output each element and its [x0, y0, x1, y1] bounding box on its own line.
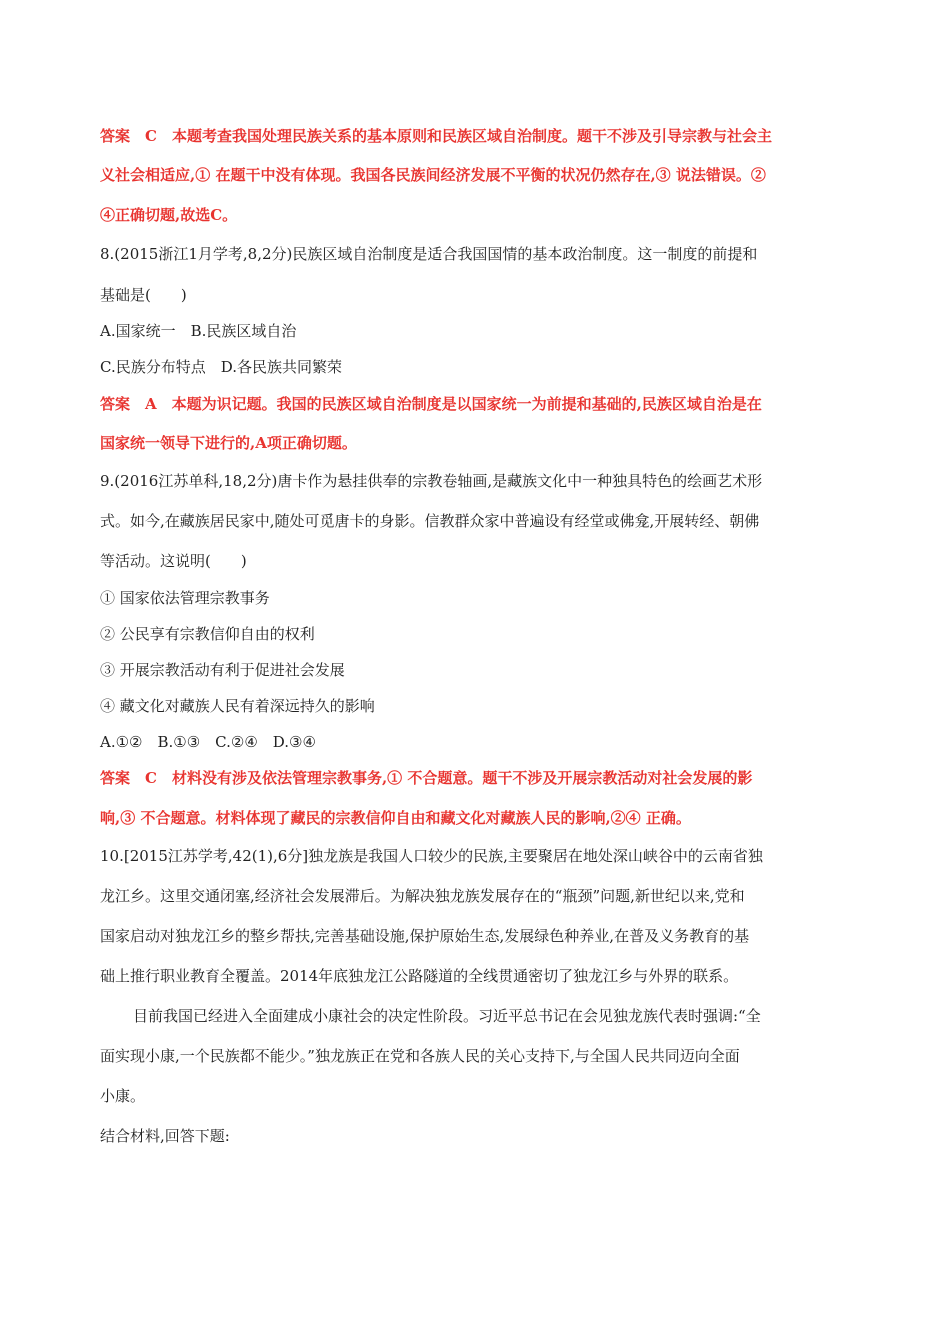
question-9-stem-3: 等活动。这说明( ) — [100, 552, 247, 570]
answer-9-line-2: 响,③ 不合题意。材料体现了藏民的宗教信仰自由和藏文化对藏族人民的影响,②④ 正确。 — [100, 809, 691, 827]
answer-7-line-3: ④正确切题,故选C。 — [100, 206, 238, 224]
question-10-stem-3: 国家启动对独龙江乡的整乡帮扶,完善基础设施,保护原始生态,发展绿色种养业,在普及义务教育的基 — [100, 927, 750, 945]
question-8-stem-2: 基础是( ) — [100, 286, 187, 304]
question-9-item-1: ① 国家依法管理宗教事务 — [100, 589, 270, 607]
question-8-options-cd: C.民族分布特点 D.各民族共同繁荣 — [100, 358, 342, 376]
question-10-paragraph-2-line-1: 目前我国已经进入全面建成小康社会的决定性阶段。习近平总书记在会见独龙族代表时强调:“全 — [133, 1007, 761, 1025]
question-9-options: A.①② B.①③ C.②④ D.③④ — [100, 733, 316, 751]
answer-8-line-1: 答案 A 本题为识记题。我国的民族区域自治制度是以国家统一为前提和基础的,民族区域自治是在 — [100, 395, 762, 413]
answer-7-line-2: 义社会相适应,① 在题干中没有体现。我国各民族间经济发展不平衡的状况仍然存在,③ 说法错误。② — [100, 166, 766, 184]
question-10-stem-4: 础上推行职业教育全覆盖。2014年底独龙江公路隧道的全线贯通密切了独龙江乡与外界的联系。 — [100, 967, 739, 985]
question-10-stem-1: 10.[2015江苏学考,42(1),6分]独龙族是我国人口较少的民族,主要聚居在地处深山峡谷中的云南省独 — [100, 847, 763, 865]
question-9-stem-2: 式。如今,在藏族居民家中,随处可觅唐卡的身影。信教群众家中普遍设有经堂或佛龛,开展转经、朝佛 — [100, 512, 760, 530]
question-9-item-2: ② 公民享有宗教信仰自由的权利 — [100, 625, 315, 643]
question-9-stem-1: 9.(2016江苏单科,18,2分)唐卡作为悬挂供奉的宗教卷轴画,是藏族文化中一种独具特色的绘画艺术形 — [100, 472, 763, 490]
question-10-paragraph-2-line-2: 面实现小康,一个民族都不能少。”独龙族正在党和各族人民的关心支持下,与全国人民共同迈向全面 — [100, 1047, 740, 1065]
question-10-stem-2: 龙江乡。这里交通闭塞,经济社会发展滞后。为解决独龙族发展存在的“瓶颈”问题,新世纪以来,党和 — [100, 887, 745, 905]
answer-9-line-1: 答案 C 材料没有涉及依法管理宗教事务,① 不合题意。题干不涉及开展宗教活动对社会发展的影 — [100, 769, 753, 787]
answer-8-line-2: 国家统一领导下进行的,A项正确切题。 — [100, 434, 357, 452]
question-10-paragraph-2-line-3: 小康。 — [100, 1087, 146, 1105]
question-9-item-4: ④ 藏文化对藏族人民有着深远持久的影响 — [100, 697, 375, 715]
question-8-stem-1: 8.(2015浙江1月学考,8,2分)民族区域自治制度是适合我国国情的基本政治制度。这一制度的前提和 — [100, 245, 758, 263]
question-10-instruction: 结合材料,回答下题: — [100, 1127, 230, 1145]
question-9-item-3: ③ 开展宗教活动有利于促进社会发展 — [100, 661, 345, 679]
question-8-options-ab: A.国家统一 B.民族区域自治 — [100, 322, 297, 340]
answer-7-line-1: 答案 C 本题考查我国处理民族关系的基本原则和民族区域自治制度。题干不涉及引导宗教与社会主 — [100, 127, 772, 145]
